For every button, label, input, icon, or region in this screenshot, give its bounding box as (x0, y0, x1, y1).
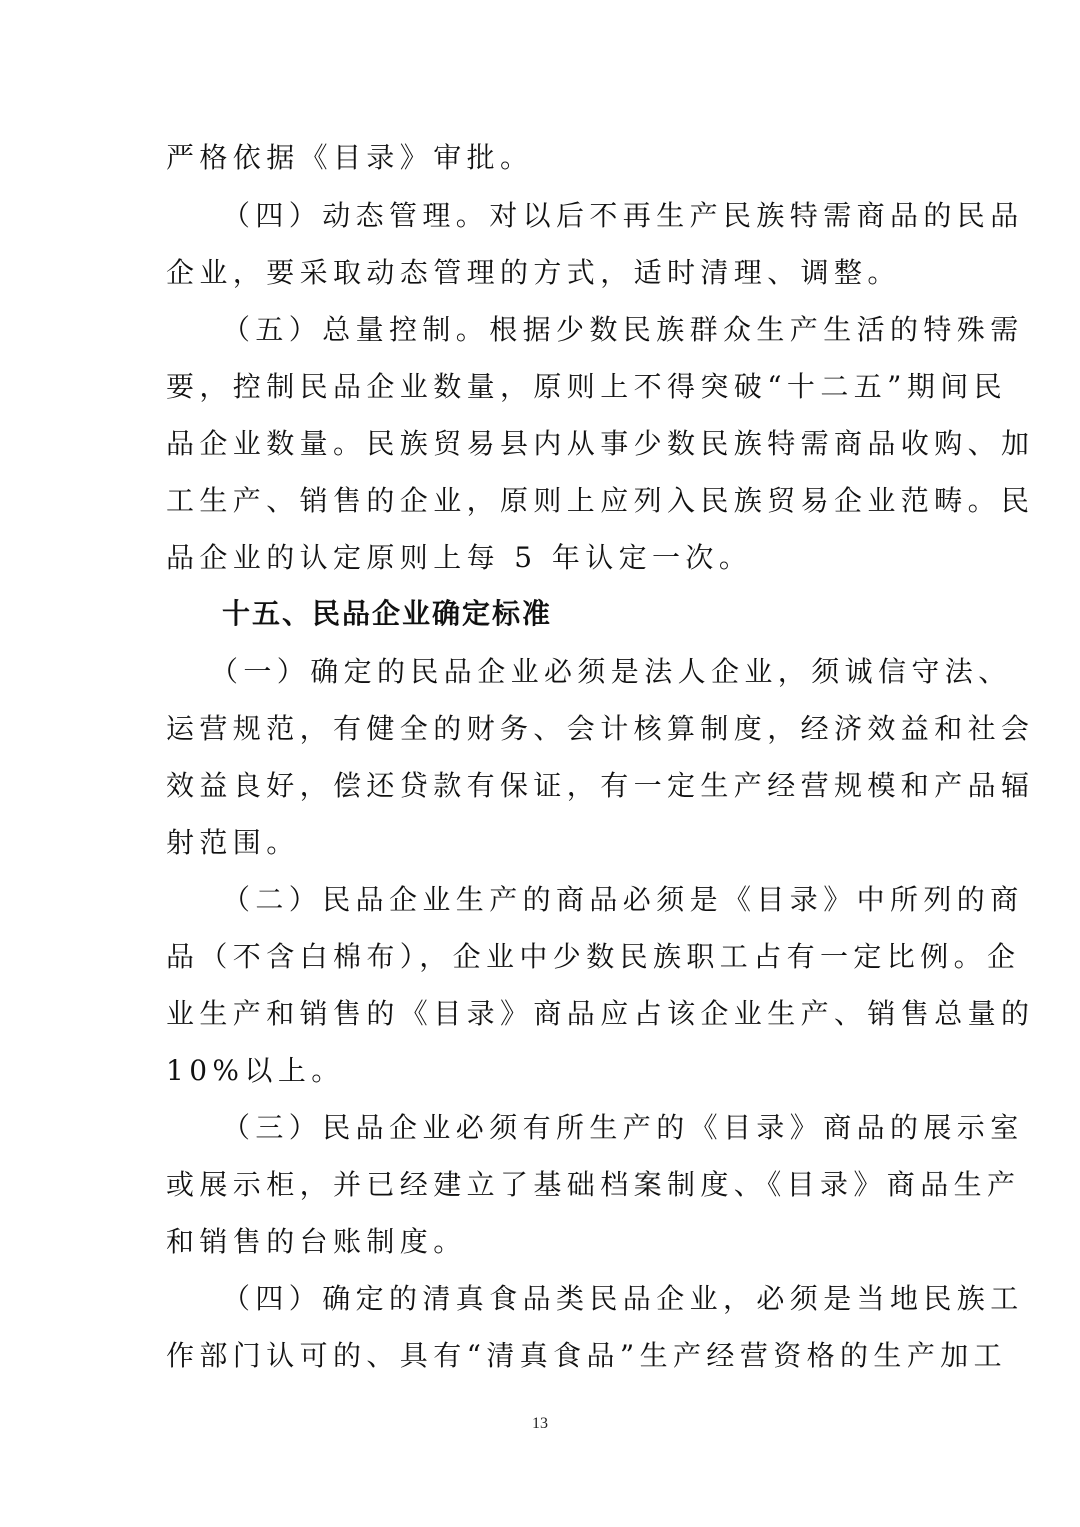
text-line: 或展示柜，并已经建立了基础档案制度、《目录》商品生产 (166, 1168, 1021, 1201)
text-line: 10%以上。 (166, 1054, 345, 1087)
text-line: （四）确定的清真食品类民品企业，必须是当地民族工 (222, 1282, 1024, 1315)
text-line: 射范围。 (166, 826, 300, 859)
text-line: 业生产和销售的《目录》商品应占该企业生产、销售总量的 (166, 997, 1035, 1030)
text-line: 和销售的台账制度。 (166, 1225, 467, 1258)
text-line: （四）动态管理。对以后不再生产民族特需商品的民品 (222, 199, 1024, 232)
text-line: （二）民品企业生产的商品必须是《目录》中所列的商 (222, 883, 1024, 916)
text-line: 效益良好，偿还贷款有保证，有一定生产经营规模和产品辐 (166, 769, 1035, 802)
text-line: 工生产、销售的企业，原则上应列入民族贸易企业范畴。民 (166, 484, 1035, 517)
page-number: 13 (532, 1415, 548, 1432)
text-line: 要，控制民品企业数量，原则上不得突破“十二五”期间民 (166, 370, 1008, 403)
text-line: 品（不含白棉布），企业中少数民族职工占有一定比例。企 (166, 940, 1021, 973)
text-line: （一）确定的民品企业必须是法人企业，须诚信守法、 (210, 655, 1012, 688)
text-line: 运营规范，有健全的财务、会计核算制度，经济效益和社会 (166, 712, 1035, 745)
text-line: 品企业的认定原则上每 5 年认定一次。 (166, 541, 753, 574)
text-line: 品企业数量。民族贸易县内从事少数民族特需商品收购、加 (166, 427, 1035, 460)
text-line: 作部门认可的、具有“清真食品”生产经营资格的生产加工 (166, 1339, 1008, 1372)
text-line: 严格依据《目录》审批。 (166, 141, 534, 174)
text-line: （五）总量控制。根据少数民族群众生产生活的特殊需 (222, 313, 1024, 346)
text-line: 企业，要采取动态管理的方式，适时清理、调整。 (166, 256, 901, 289)
text-line: （三）民品企业必须有所生产的《目录》商品的展示室 (222, 1111, 1024, 1144)
section-heading: 十五、民品企业确定标准 (222, 597, 553, 630)
